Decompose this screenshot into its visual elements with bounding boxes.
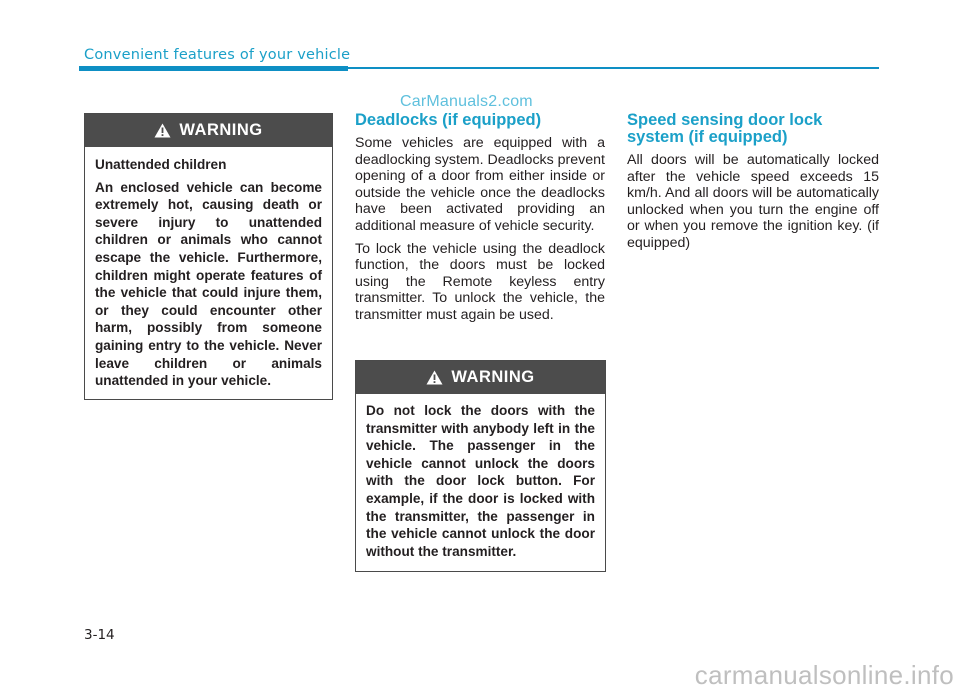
section-header-title: Convenient features of your vehicle bbox=[84, 47, 351, 63]
warning-box-unattended-children bbox=[84, 113, 333, 400]
warning-text: An enclosed vehicle can become extremely hot, causing death or severe injury to unattended children or animals who cannot escape the vehicle. Furthermore, children might operate features of the vehicle that could injure them, or they could encounter other harm, possibly from someone gaining entry to the vehicle. Never leave children or animals unattended in your vehicle. bbox=[95, 179, 322, 389]
speed-sensing-text bbox=[627, 152, 879, 258]
warning-text: Do not lock the doors with the transmitter with anybody left in the vehicle. The passenger in the vehicle cannot unlock the doors with the door lock button. For example, if the door is locked with the transmitter, the passenger in the vehicle cannot unlock the door without the transmitter. bbox=[366, 403, 595, 559]
deadlocks-paragraph-1: Some vehicles are equipped with a deadlocking system. Deadlocks prevent opening of a door from either inside or outside the vehicle once the deadlocks have been activated providing an additional measure of vehicle security. bbox=[355, 135, 605, 234]
warning-header bbox=[356, 361, 605, 394]
warning-label: WARNING bbox=[451, 368, 535, 386]
header-rule bbox=[348, 67, 879, 69]
speed-sensing-paragraph: All doors will be automatically locked after the vehicle speed exceeds 15 km/h. And all doors will be automatically unlocked when you turn the engine off or when you remove the ignition key. (if equipped) bbox=[627, 152, 879, 251]
speed-sensing-title: Speed sensing door lock system (if equipped) bbox=[627, 111, 823, 146]
warning-label: WARNING bbox=[179, 121, 263, 139]
deadlocks-title: Deadlocks (if equipped) bbox=[355, 111, 542, 129]
footer-watermark: carmanualsonline.info bbox=[694, 660, 954, 690]
watermark: CarManuals2.com bbox=[400, 93, 533, 110]
warning-triangle-icon bbox=[154, 123, 171, 138]
warning-subtitle: Unattended children bbox=[95, 157, 227, 172]
header-bar bbox=[79, 66, 348, 71]
page-number: 3-14 bbox=[84, 627, 115, 643]
warning-triangle-icon bbox=[426, 370, 443, 385]
deadlocks-text bbox=[355, 135, 605, 330]
warning-box-transmitter bbox=[355, 360, 606, 572]
warning-header bbox=[85, 114, 332, 147]
deadlocks-paragraph-2: To lock the vehicle using the deadlock function, the doors must be locked using the Remote keyless entry transmitter. To unlock the vehicle, the transmitter must again be used. bbox=[355, 240, 605, 323]
